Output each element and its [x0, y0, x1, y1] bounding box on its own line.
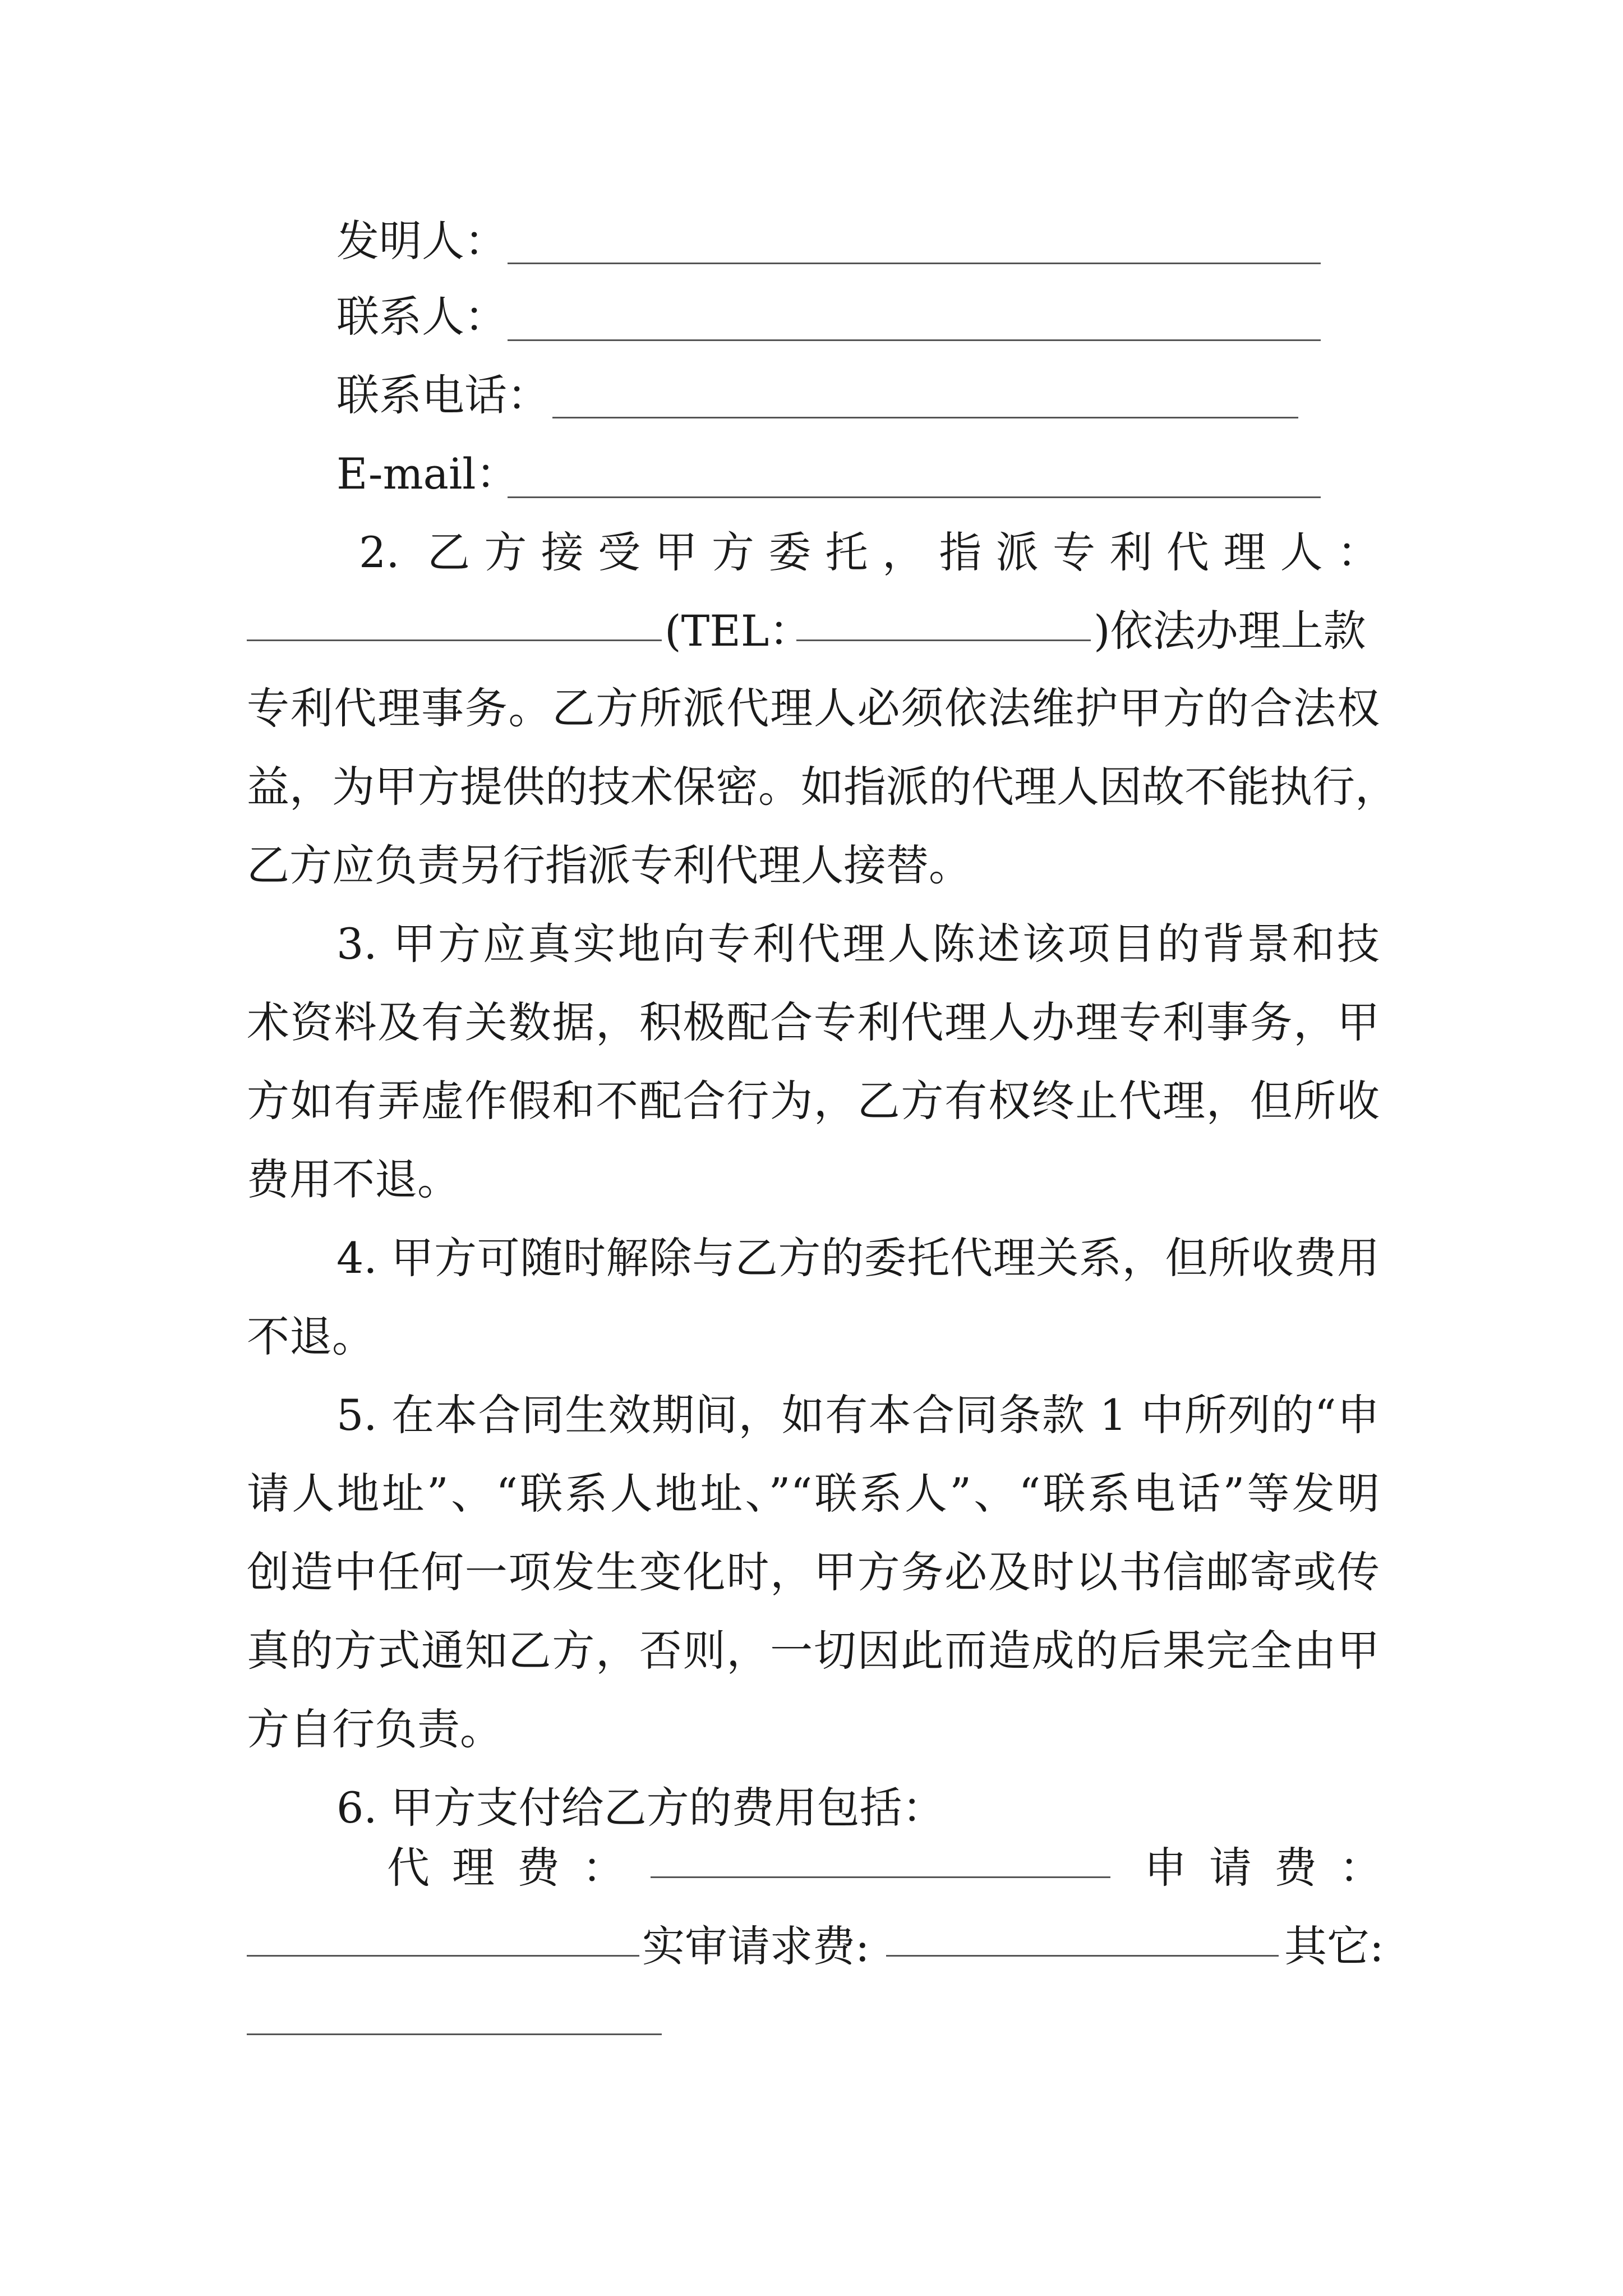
clause3-line: 方如有弄虚作假和不配合行为，乙方有权终止代理，但所收	[247, 1076, 1380, 1126]
clause5-line: 真的方式通知乙方，否则，一切因此而造成的后果完全由甲	[247, 1626, 1380, 1676]
clause5-line: 请人地址”、“联系人地址、”“联系人”、“联系电话”等发明	[247, 1469, 1380, 1519]
tel-open: (TEL：	[665, 606, 812, 656]
application-fee-label: 申请费：	[1144, 1843, 1404, 1893]
phone-label: 联系电话：	[336, 370, 550, 420]
clause3-line: 3. 甲方应真实地向专利代理人陈述该项目的背景和技	[336, 919, 1380, 969]
clause2-lead: 2. 乙方接受甲方委托，指派专利代理人：	[359, 527, 1380, 577]
contact-blank	[508, 306, 1321, 341]
clause6-lead: 6. 甲方支付给乙方的费用包括：	[336, 1783, 945, 1833]
clause5-line: 5. 在本合同生效期间，如有本合同条款 1 中所列的“申	[336, 1390, 1380, 1440]
exam-fee-blank	[886, 1921, 1279, 1957]
contact-label: 联系人：	[336, 292, 507, 342]
other-label: 其它:	[1284, 1921, 1384, 1971]
other-blank	[247, 2000, 662, 2035]
clause2-line: 乙方应负责另行指派专利代理人接替。	[247, 840, 971, 890]
clause2-line: 益，为甲方提供的技术保密。如指派的代理人因故不能执行，	[247, 762, 1398, 812]
clause4-line: 不退。	[247, 1312, 375, 1361]
clause2-line: 专利代理事务。乙方所派代理人必须依法维护甲方的合法权	[247, 683, 1380, 733]
agent-name-blank	[247, 606, 662, 641]
clause4-line: 4. 甲方可随时解除与乙方的委托代理关系，但所收费用	[336, 1233, 1380, 1283]
tel-close: )依法办理上款	[1094, 606, 1366, 656]
inventor-label: 发明人：	[336, 216, 507, 266]
phone-blank	[552, 383, 1298, 418]
email-blank	[508, 463, 1321, 498]
agent-fee-blank	[651, 1843, 1110, 1878]
email-label: E-mail：	[336, 449, 519, 499]
clause3-line: 术资料及有关数据，积极配合专利代理人办理专利事务，甲	[247, 997, 1380, 1047]
application-fee-blank	[247, 1921, 639, 1957]
tel-blank	[796, 606, 1091, 641]
clause5-line: 创造中任何一项发生变化时，甲方务必及时以书信邮寄或传	[247, 1547, 1380, 1597]
clause5-line: 方自行负责。	[247, 1704, 502, 1754]
agent-fee-label: 代理费：	[387, 1843, 647, 1893]
clause3-line: 费用不退。	[247, 1154, 460, 1204]
inventor-blank	[508, 229, 1321, 264]
exam-fee-label: 实审请求费:	[642, 1921, 870, 1971]
